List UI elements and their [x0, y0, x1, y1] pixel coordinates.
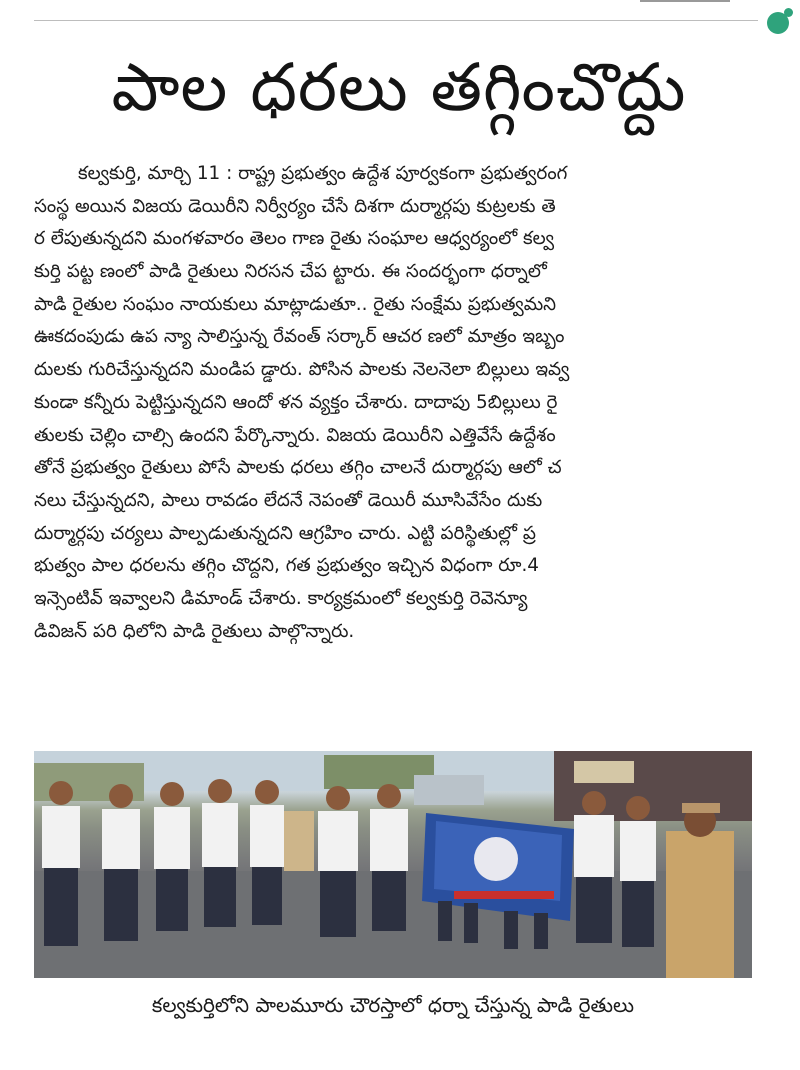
- article-body-line: కుర్తి పట్ట ణంలో పాడి రైతులు నిరసన చేప ట్టారు. ఈ సందర్భంగా ధర్నాలో: [34, 261, 547, 283]
- police-khaki-person: [284, 811, 314, 871]
- publication-mark-dot-icon: [784, 8, 793, 17]
- article-body-line: ర లేపుతున్నదని మంగళవారం తెలం గాణ రైతు సంఘాల ఆధ్వర్యంలో కల్వ: [34, 228, 555, 250]
- top-divider: [34, 20, 758, 21]
- photo-caption: కల్వకుర్తిలోని పాలమూరు చౌరస్తాలో ధర్నా చేస్తున్న పాడి రైతులు: [151, 993, 635, 1017]
- article-body-line: భుత్వం పాల ధరలను తగ్గిం చొద్దని, గత ప్రభుత్వం ఇచ్చిన విధంగా రూ.4: [34, 555, 540, 577]
- police-officer: [666, 831, 734, 978]
- protest-photo-illustration: [34, 751, 752, 978]
- header-rule-fragment: [640, 0, 730, 2]
- parked-vehicle: [414, 775, 484, 805]
- article-body-line: కుండా కన్నీరు పెట్టిస్తున్నదని ఆందో ళన వ్యక్తం చేశారు. దాదాపు 5బిల్లులు రై: [34, 391, 558, 413]
- article-body-line: తోనే ప్రభుత్వం రైతులు పోసే పాలకు ధరలు తగ్గిం చాలనే దుర్మార్గపు ఆలో చ: [34, 457, 562, 479]
- protest-photo: [34, 751, 752, 978]
- shop-sign: [574, 761, 634, 783]
- article-body-line: కల్వకుర్తి, మార్చి 11 : రాష్ట్ర ప్రభుత్వం ఉద్దేశ పూర్వకంగా ప్రభుత్వరంగ: [78, 163, 568, 184]
- article-body-line: దులకు గురిచేస్తున్నదని మండిప డ్డారు. పోసిన పాలకు నెలనెలా బిల్లులు ఇవ్వ: [34, 359, 570, 381]
- article-headline: పాల ధరలు తగ్గించొద్దు: [111, 49, 687, 126]
- article-body-line: డివిజన్ పరి ధిలోని పాడి రైతులు పాల్గొన్నారు.: [34, 620, 355, 642]
- article-body-line: ఊకదంపుడు ఉప న్యా సాలిస్తున్న రేవంత్ సర్కార్ ఆచర ణలో మాత్రం ఇబ్బం: [34, 326, 565, 348]
- article-body-line: సంస్థ అయిన విజయ డెయిరీని నిర్వీర్యం చేసే దిశగా దుర్మార్గపు కుట్రలకు తె: [34, 195, 556, 217]
- article-body-line: ఇన్సెంటివ్ ఇవ్వాలని డిమాండ్ చేశారు. కార్యక్రమంలో కల్వకుర్తి రెవెన్యూ: [34, 587, 528, 609]
- article-body-line: పాడి రైతుల సంఘం నాయకులు మాట్లాడుతూ.. రైతు సంక్షేమ ప్రభుత్వమని: [34, 293, 557, 315]
- article-body-line: దుర్మార్గపు చర్యలు పాల్పడుతున్నదని ఆగ్రహిం చారు. ఎట్టి పరిస్థితుల్లో ప్ర: [34, 522, 536, 544]
- article-body: [34, 158, 762, 648]
- article-body-line: తులకు చెల్లిం చాల్సి ఉందని పేర్కొన్నారు. విజయ డెయిరీని ఎత్తివేసే ఉద్దేశం: [34, 424, 556, 446]
- article-body-line: నలు చేస్తున్నదని, పాలు రావడం లేదనే నెపంతో డెయిరీ మూసివేసేం దుకు: [34, 489, 543, 511]
